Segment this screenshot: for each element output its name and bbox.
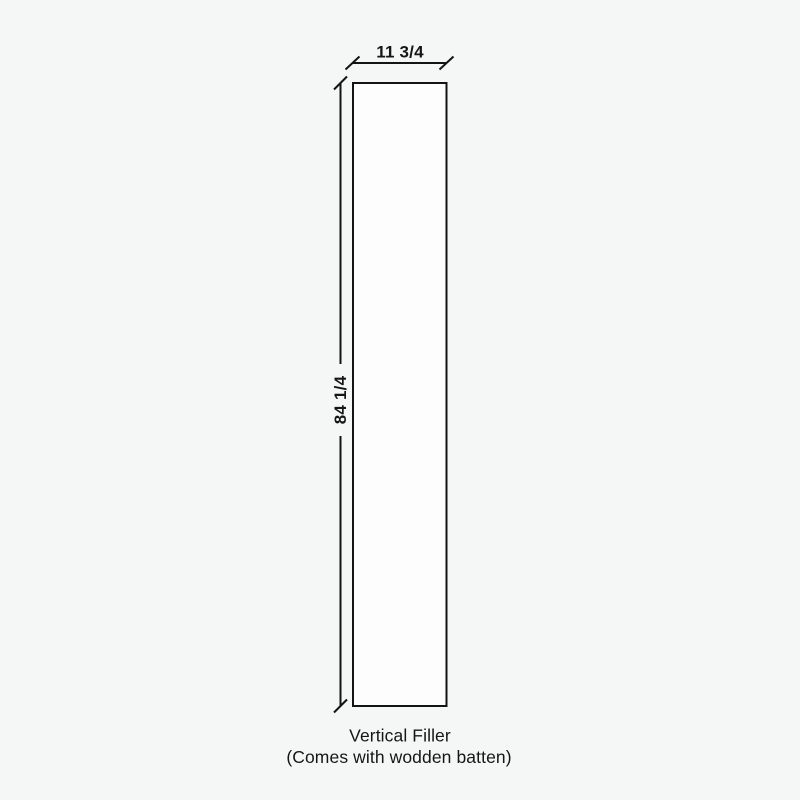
caption-line-2: (Comes with wodden batten): [286, 747, 512, 767]
filler-panel-outline: [353, 83, 447, 706]
height-dimension-label: 84 1/4: [330, 375, 350, 425]
width-dimension-label: 11 3/4: [376, 42, 424, 62]
caption-line-1: Vertical Filler: [349, 725, 451, 746]
